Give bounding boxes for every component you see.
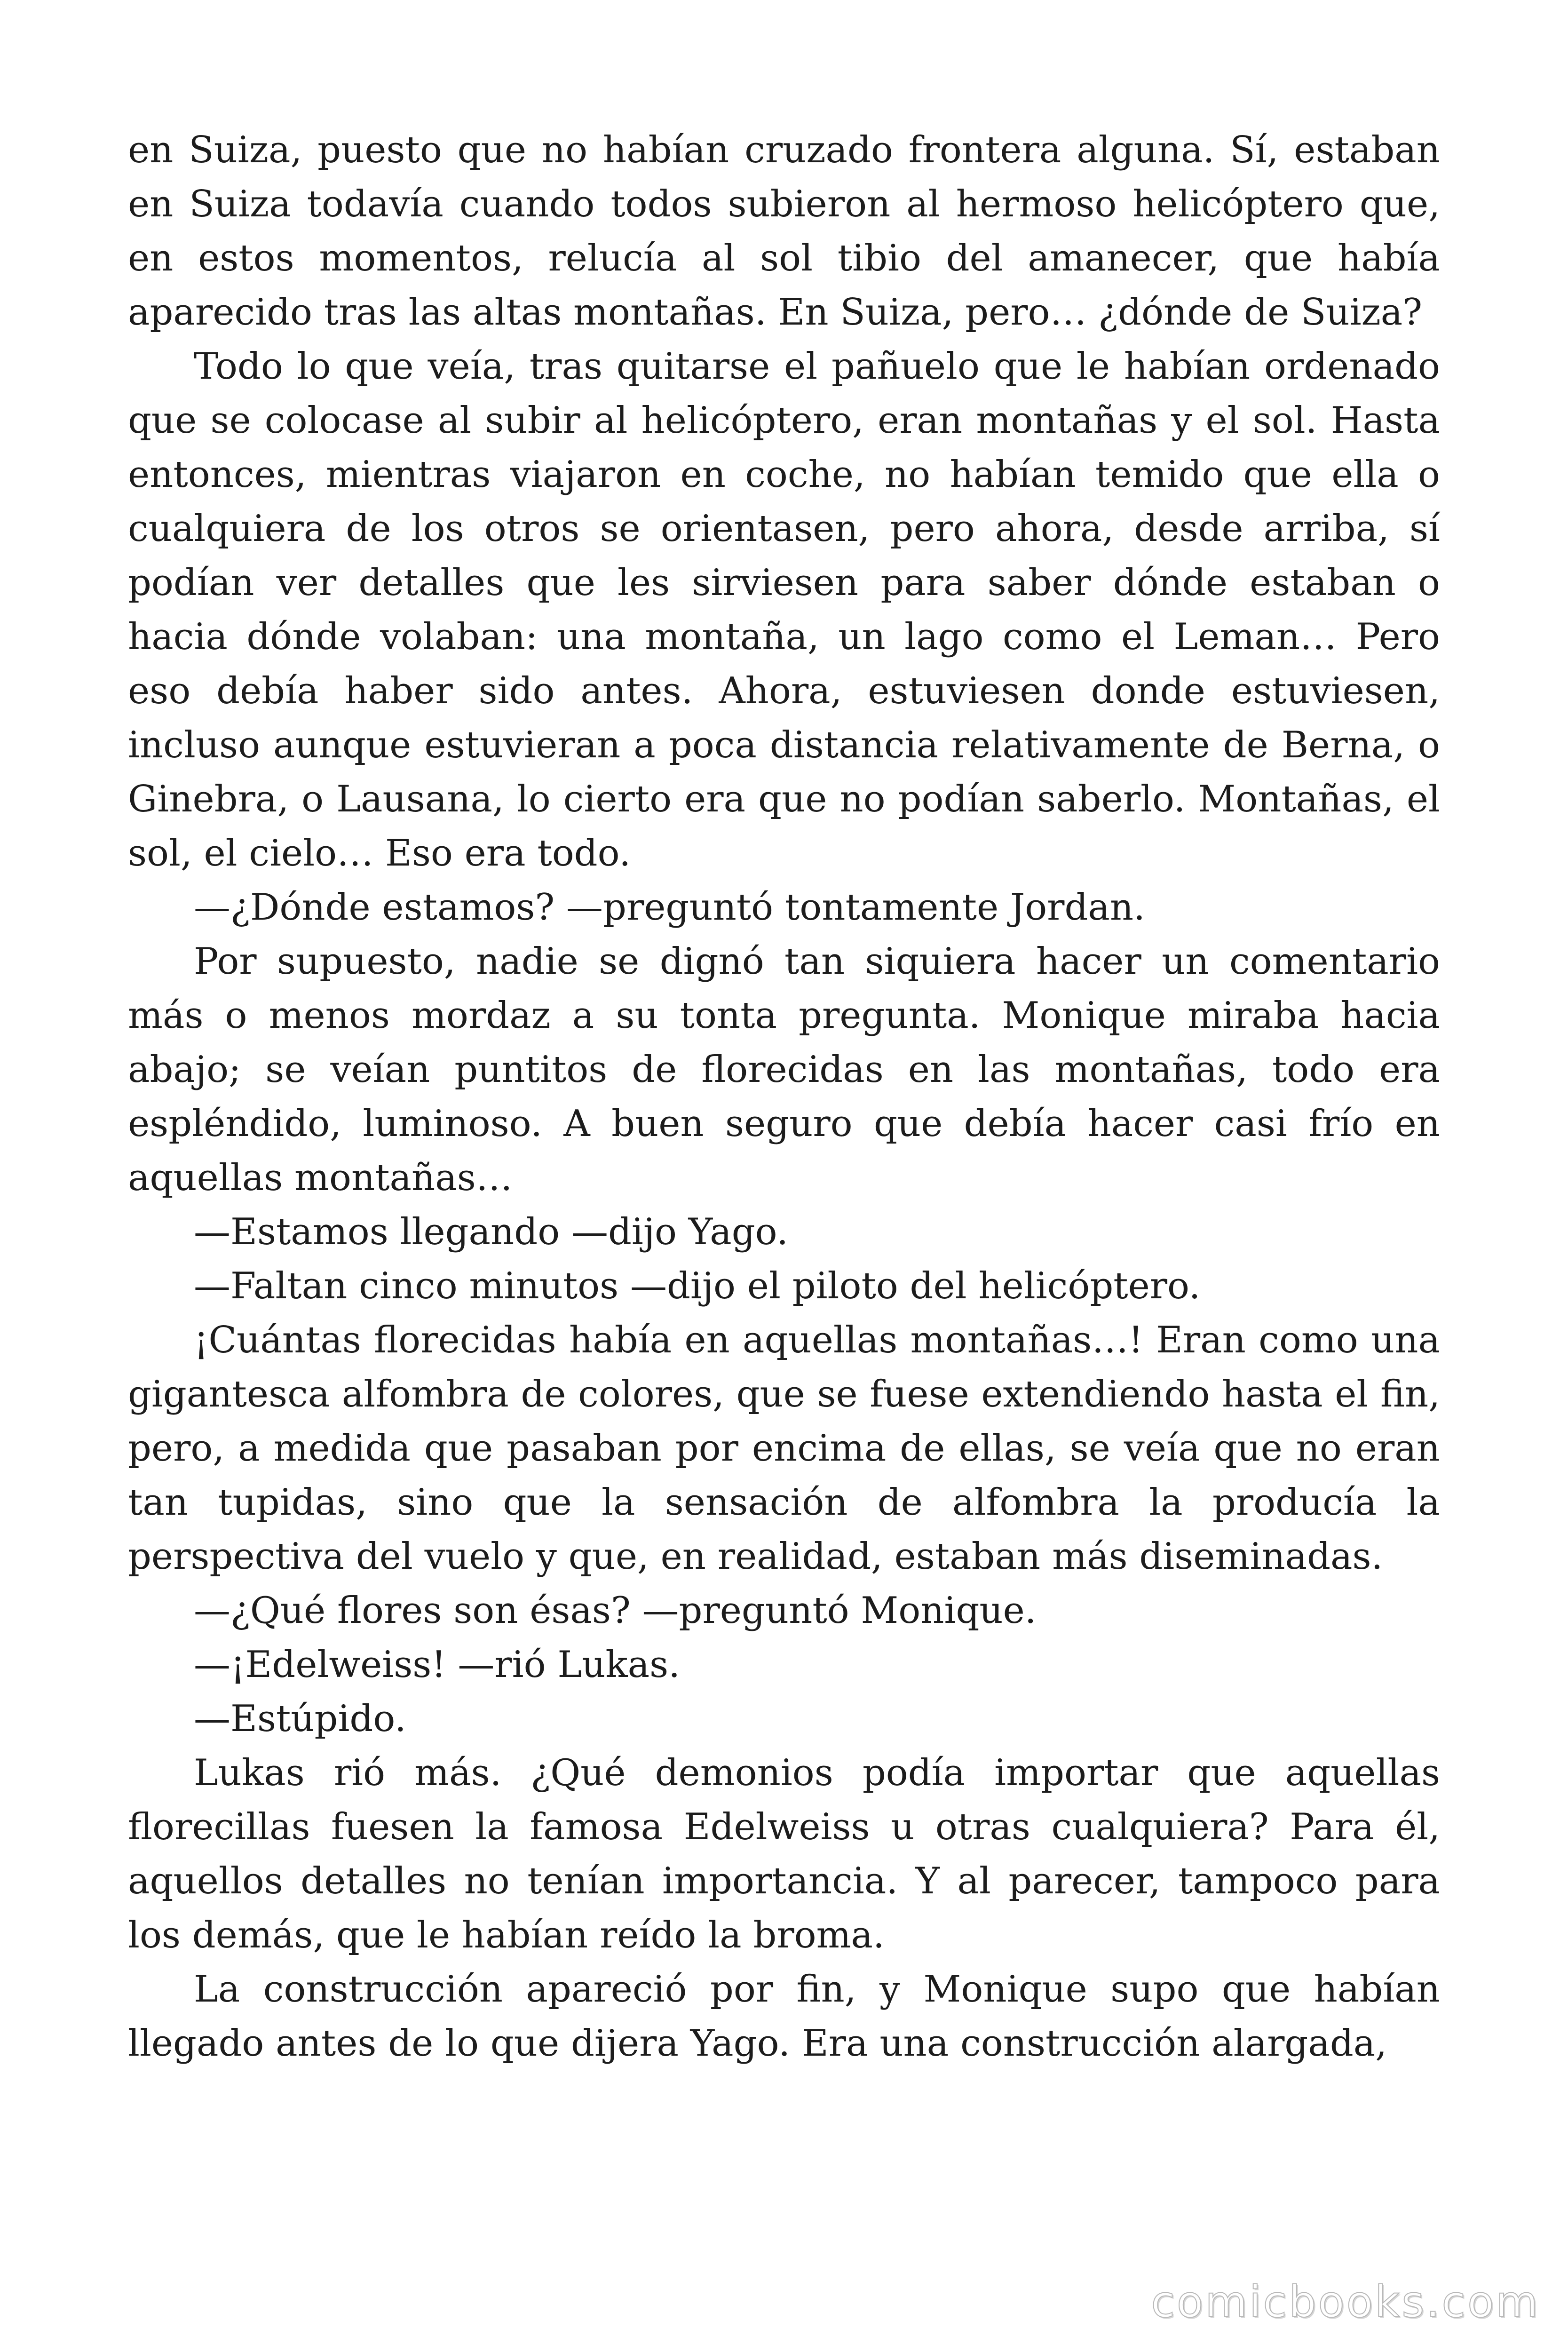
paragraph: ¡Cuántas florecidas había en aquellas montañas…! Eran como una gigantesca alfombra de colores, que se fuese extendiendo hasta el fin, pero, a medida que pasaban por encima de ellas, se veía que no eran tan tupidas, sino que la sensación de alfombra la producía la perspectiva del vuelo y que, en realidad, estaban más diseminadas. [128,1319,1440,1578]
paragraph: La construcción apareció por fin, y Monique supo que habían llegado antes de lo que dijera Yago. Era una construcción alargada, [128,1968,1440,2065]
dialogue-line: —Faltan cinco minutos —dijo el piloto del helicóptero. [194,1265,1201,1307]
dialogue-line: —¿Qué flores son ésas? —preguntó Monique. [194,1589,1037,1632]
dialogue-line: —Estamos llegando —dijo Yago. [194,1211,789,1253]
paragraph: Lukas rió más. ¿Qué demonios podía importar que aquellas florecillas fuesen la famosa Edelweiss u otras cualquiera? Para él, aquellos detalles no tenían importancia. Y al parecer, tampoco para los demás, que le habían reído la broma. [128,1752,1440,1956]
dialogue-line: —Estúpido. [194,1698,406,1740]
body-text [128,123,1440,2071]
dialogue-line: —¡Edelweiss! —rió Lukas. [194,1644,680,1686]
watermark: comicbooks.com [1151,2277,1540,2327]
paragraph: Por supuesto, nadie se dignó tan siquiera hacer un comentario más o menos mordaz a su tonta pregunta. Monique miraba hacia abajo; se veían puntitos de florecidas en las montañas, todo era espléndido, luminoso. A buen seguro que debía hacer casi frío en aquellas montañas… [128,940,1440,1199]
paragraph: en Suiza, puesto que no habían cruzado frontera alguna. Sí, estaban en Suiza todavía cuando todos subieron al hermoso helicóptero que, en estos momentos, relucía al sol tibio del amanecer, que había aparecido tras las altas montañas. En Suiza, pero… ¿dónde de Suiza? [128,129,1440,334]
dialogue-line: —¿Dónde estamos? —preguntó tontamente Jordan. [194,886,1145,929]
paragraph: Todo lo que veía, tras quitarse el pañuelo que le habían ordenado que se colocase al subir al helicóptero, eran montañas y el sol. Hasta entonces, mientras viajaron en coche, no habían temido que ella o cualquiera de los otros se orientasen, pero ahora, desde arriba, sí podían ver detalles que les sirviesen para saber dónde estaban o hacia dónde volaban: una montaña, un lago como el Leman… Pero eso debía haber sido antes. Ahora, estuviesen donde estuviesen, incluso aunque estuvieran a poca distancia relativamente de Berna, o Ginebra, o Lausana, lo cierto era que no podían saberlo. Montañas, el sol, el cielo… Eso era todo. [128,345,1440,874]
